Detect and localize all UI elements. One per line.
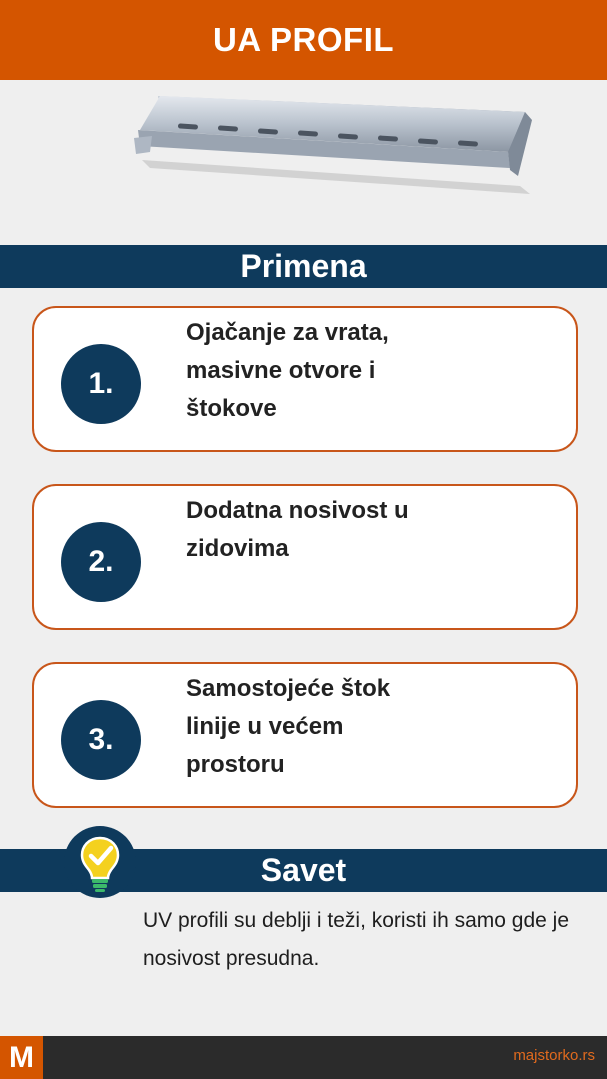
item-text: Dodatna nosivost u zidovima [186,497,409,562]
page-title: UA PROFIL [212,21,395,58]
tip-text: UV profili su deblji i teži, koristi ih samo gde je nosivost presudna. [143,909,570,970]
footer [0,1036,607,1079]
list-item [32,662,578,808]
section-primena-header [0,245,607,288]
item-number-badge: 2. [61,522,141,602]
item-text: Samostojeće štok linije u većem prostoru [186,675,391,778]
item-number-badge: 3. [61,700,141,780]
tip-badge [64,826,136,898]
metal-profile-image [130,90,550,200]
section-primena-title: Primena [240,248,367,284]
lightbulb-check-icon [64,826,136,898]
section-savet-title: Savet [260,852,347,888]
list-item [32,484,578,630]
page-header [0,0,607,80]
item-text: Ojačanje za vrata, masivne otvore i štokove [186,319,389,422]
item-number-badge: 1. [61,344,141,424]
site-link[interactable]: majstorko.rs [513,1047,595,1064]
brand-logo[interactable]: M [0,1036,43,1079]
list-item [32,306,578,452]
